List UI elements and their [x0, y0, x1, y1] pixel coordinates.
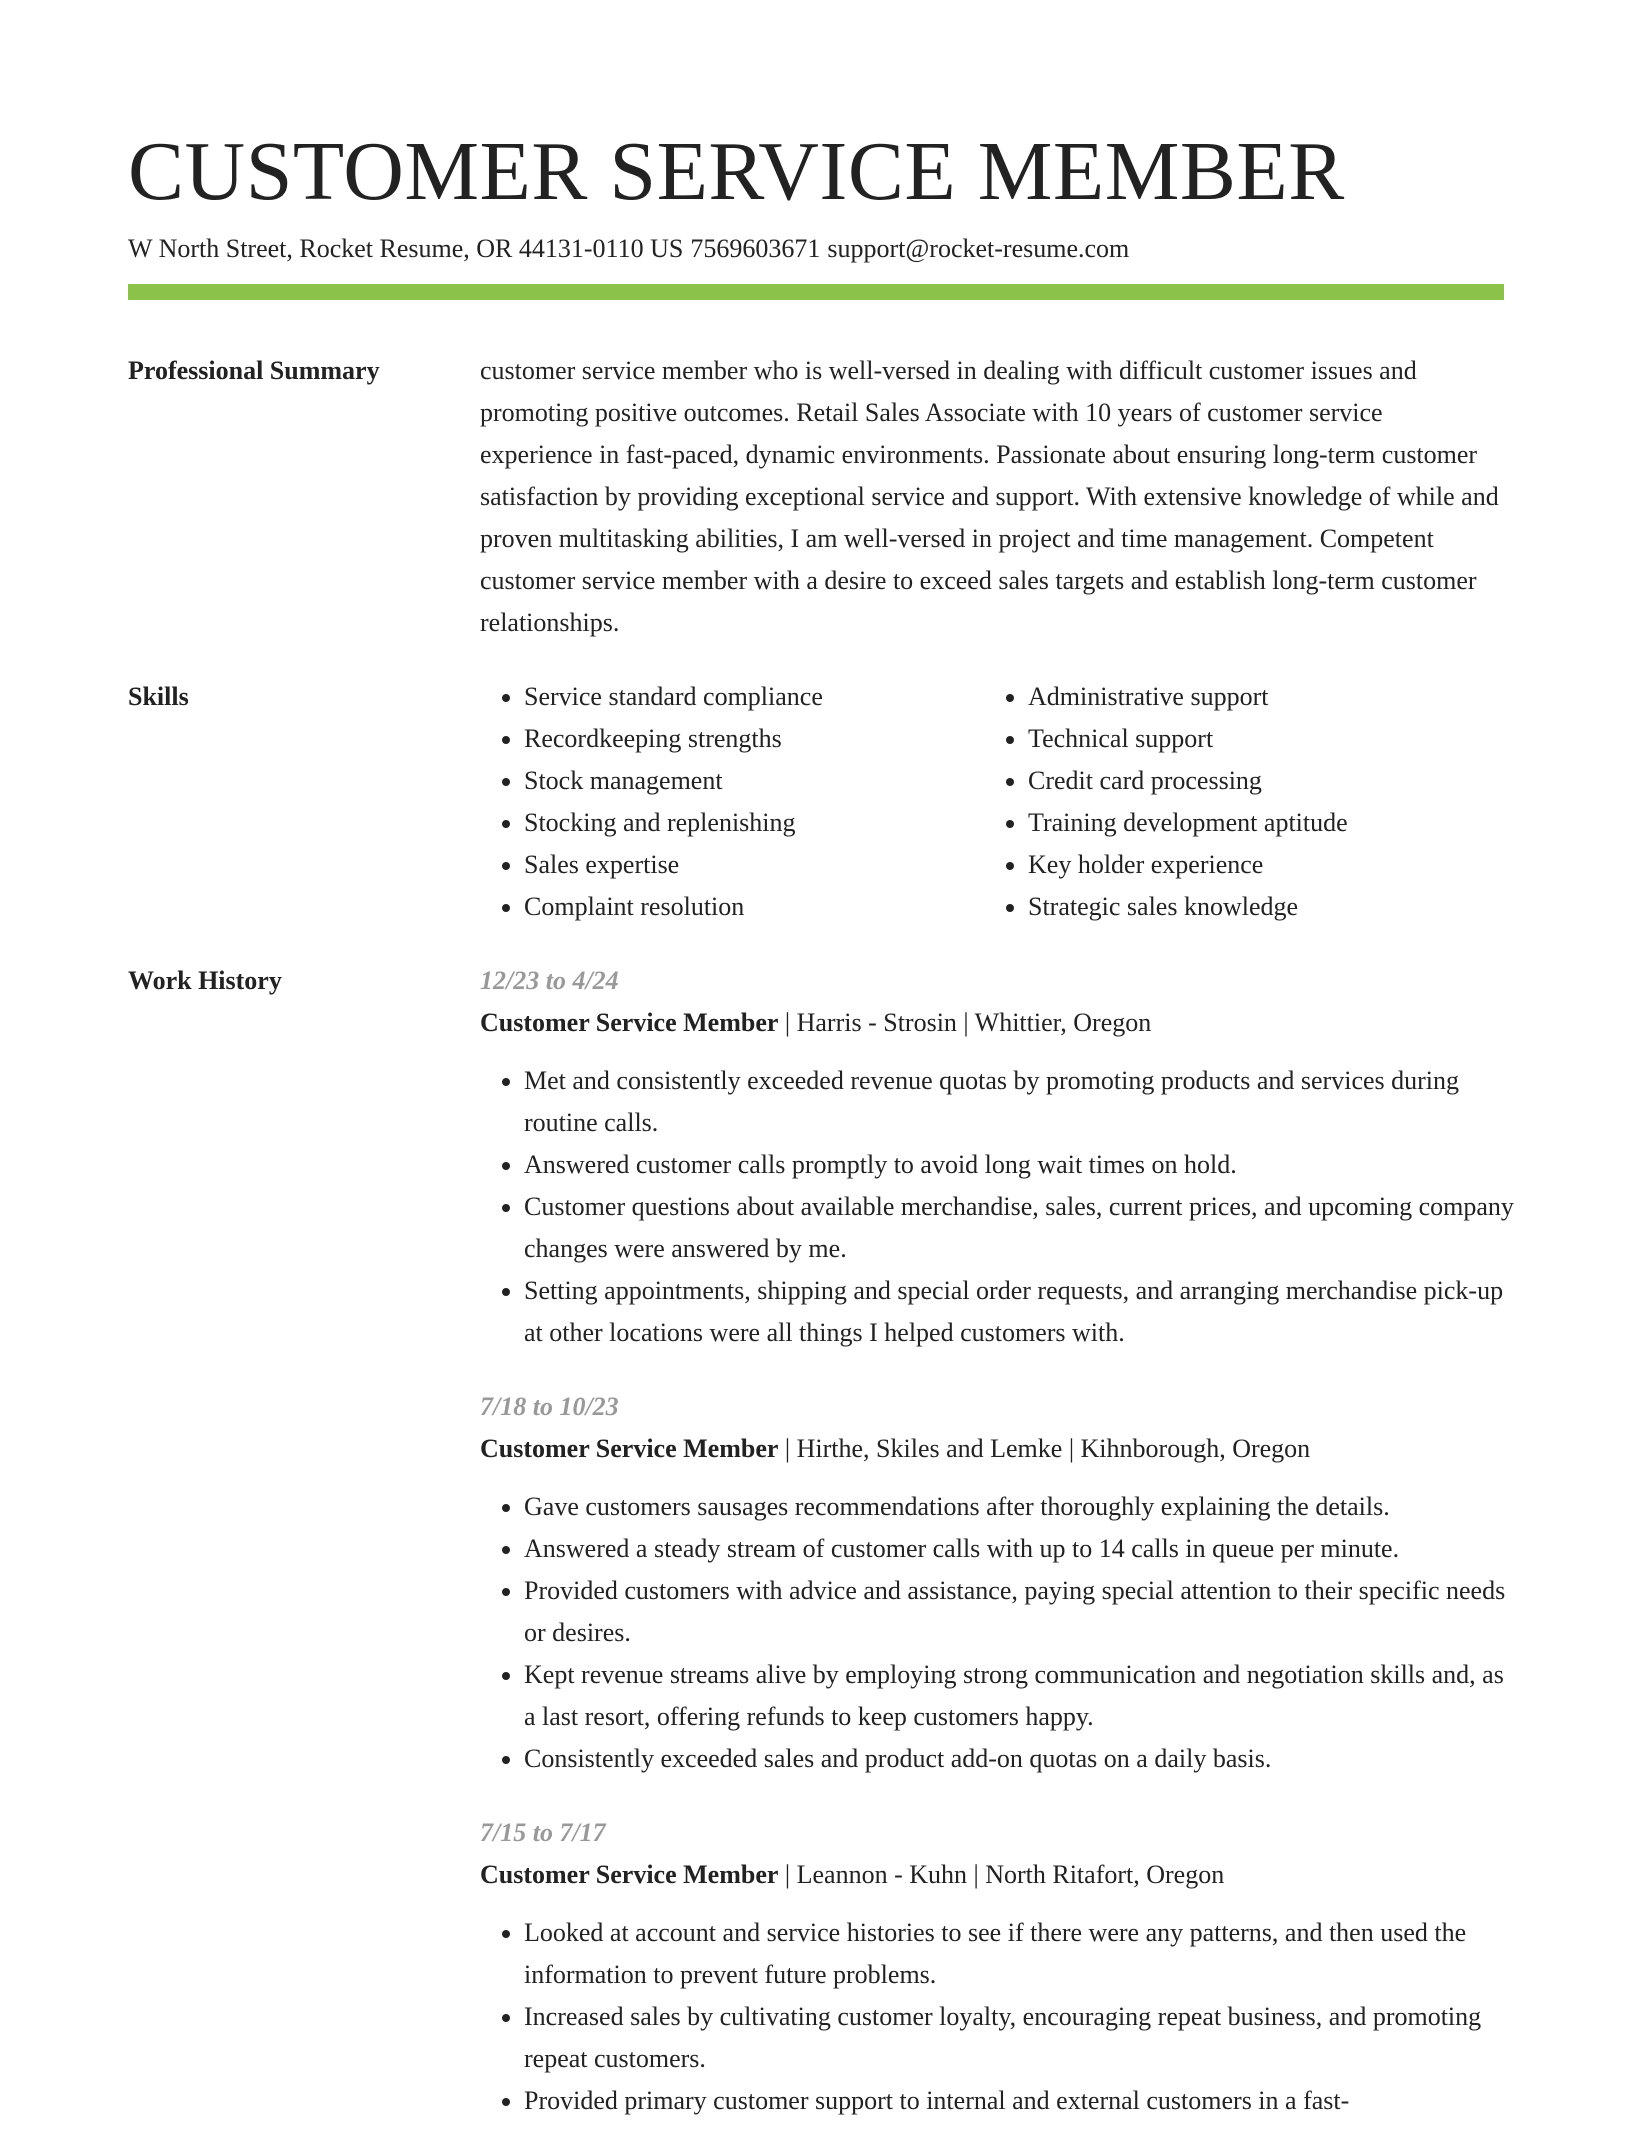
job-bullet: • Provided customers with advice and assistance, paying special attention to their specific needs or desires. — [524, 1570, 1514, 1654]
skills-list-left — [480, 676, 984, 928]
job-entry — [480, 1386, 1514, 1780]
job-employer-location: | Hirthe, Skiles and Lemke | Kihnborough, Oregon — [778, 1434, 1311, 1463]
skill-item: • Key holder experience — [1028, 844, 1548, 886]
job-bullets — [480, 1912, 1514, 2122]
skills-section — [128, 676, 1504, 928]
job-bullets — [480, 1486, 1514, 1780]
skill-item: • Strategic sales knowledge — [1028, 886, 1548, 928]
summary-heading: Professional Summary — [128, 356, 380, 385]
job-dates: 12/23 to 4/24 — [480, 966, 619, 995]
job-bullet: • Looked at account and service histories to see if there were any patterns, and then used the information to prevent future problems. — [524, 1912, 1514, 1996]
job-heading — [480, 1428, 1514, 1470]
contact-phone: 7569603671 — [690, 234, 821, 263]
skill-item: • Credit card processing — [1028, 760, 1548, 802]
contact-email: support@rocket-resume.com — [827, 234, 1130, 263]
job-heading — [480, 1854, 1514, 1896]
job-employer-location: | Leannon - Kuhn | North Ritafort, Oregon — [778, 1860, 1225, 1889]
job-entry — [480, 960, 1514, 1354]
job-employer-location: | Harris - Strosin | Whittier, Oregon — [778, 1008, 1152, 1037]
job-title: Customer Service Member — [480, 1008, 779, 1037]
job-bullet: • Customer questions about available merchandise, sales, current prices, and upcoming company changes were answered by me. — [524, 1186, 1514, 1270]
job-bullet: • Met and consistently exceeded revenue quotas by promoting products and services during routine calls. — [524, 1060, 1514, 1144]
skill-item: • Complaint resolution — [524, 886, 984, 928]
contact-address: W North Street, Rocket Resume, OR 44131-0110 US — [128, 234, 684, 263]
skills-list-right — [984, 676, 1548, 928]
summary-section — [128, 350, 1504, 644]
skills-heading: Skills — [128, 682, 189, 711]
job-bullet: • Answered customer calls promptly to avoid long wait times on hold. — [524, 1144, 1514, 1186]
job-bullet: • Setting appointments, shipping and special order requests, and arranging merchandise pick-up at other locations were all things I helped customers with. — [524, 1270, 1514, 1354]
job-title: Customer Service Member — [480, 1860, 779, 1889]
work-history-section — [128, 960, 1514, 2154]
job-bullet: • Gave customers sausages recommendations after thoroughly explaining the details. — [524, 1486, 1514, 1528]
job-bullets — [480, 1060, 1514, 1354]
job-bullet: • Increased sales by cultivating customer loyalty, encouraging repeat business, and promoting repeat customers. — [524, 1996, 1514, 2080]
skill-item: • Service standard compliance — [524, 676, 984, 718]
job-entry — [480, 1812, 1514, 2122]
job-dates: 7/18 to 10/23 — [480, 1392, 619, 1421]
summary-text: customer service member who is well-versed in dealing with difficult customer issues and promoting positive outcomes. Retail Sales Associate with 10 years of customer service experience in fast-paced, dynamic environments. Passionate about ensuring long-term customer satisfaction by providing exceptional service and support. With extensive knowledge of while and proven multitasking abilities, I am well-versed in project and time management. Competent customer service member with a desire to exceed sales targets and establish long-term customer relationships. — [480, 356, 1499, 637]
skill-item: • Sales expertise — [524, 844, 984, 886]
contact-line — [128, 232, 1504, 266]
work-history-heading: Work History — [128, 966, 282, 995]
skill-item: • Stocking and replenishing — [524, 802, 984, 844]
job-bullet: • Kept revenue streams alive by employing strong communication and negotiation skills and, as a last resort, offering refunds to keep customers happy. — [524, 1654, 1514, 1738]
skill-item: • Recordkeeping strengths — [524, 718, 984, 760]
job-dates: 7/15 to 7/17 — [480, 1818, 606, 1847]
header-divider — [128, 284, 1504, 300]
resume-page — [128, 0, 1514, 2154]
job-bullet: • Provided primary customer support to internal and external customers in a fast- — [524, 2080, 1514, 2122]
skill-item: • Technical support — [1028, 718, 1548, 760]
job-bullet: • Consistently exceeded sales and product add-on quotas on a daily basis. — [524, 1738, 1514, 1780]
job-heading — [480, 1002, 1514, 1044]
job-title: Customer Service Member — [480, 1434, 779, 1463]
resume-name: CUSTOMER SERVICE MEMBER — [128, 125, 1345, 218]
skill-item: • Administrative support — [1028, 676, 1548, 718]
job-bullet: • Answered a steady stream of customer calls with up to 14 calls in queue per minute. — [524, 1528, 1514, 1570]
skill-item: • Stock management — [524, 760, 984, 802]
skill-item: • Training development aptitude — [1028, 802, 1548, 844]
